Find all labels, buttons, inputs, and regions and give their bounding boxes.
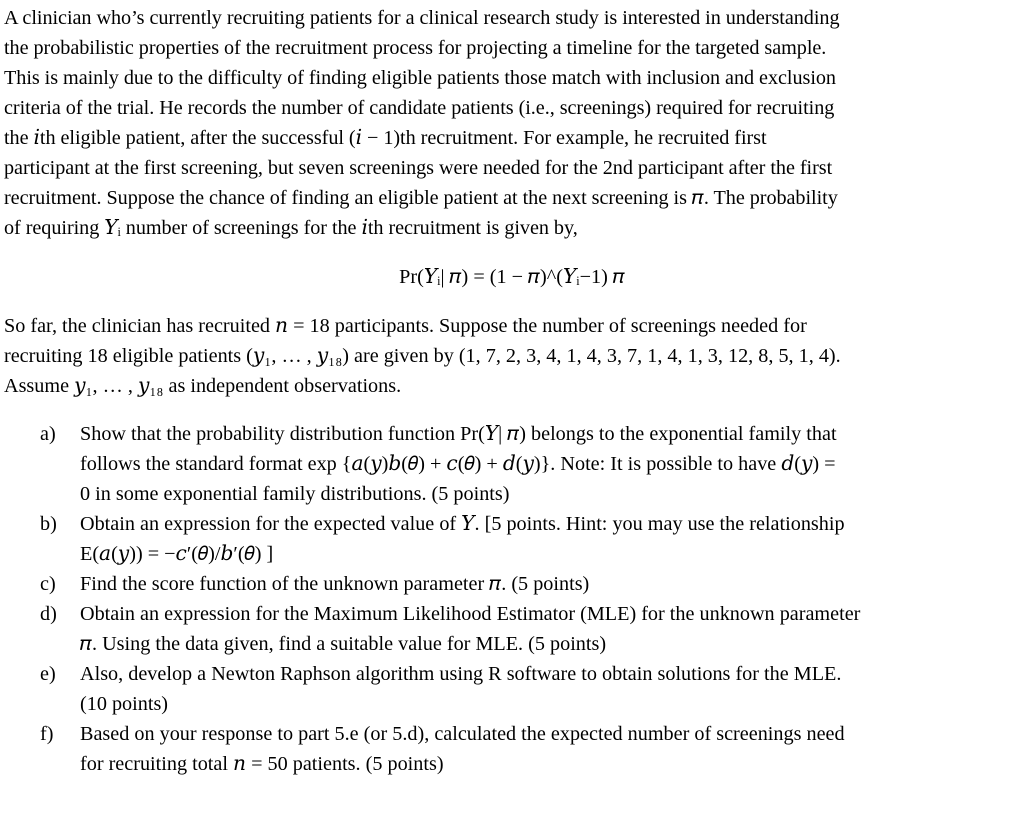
question-item-e (40, 659, 1015, 719)
question-text: Obtain an expression for the Maximum Likelihood Estimator (MLE) for the unknown parameter 𝜋. Using the data given, find a suitable value for MLE. (5 points) (80, 603, 861, 655)
question-label: a) (40, 423, 56, 445)
question-text: Show that the probability distribution function Pr(𝑌| 𝜋) belongs to the exponential family that follows the standard format exp {𝑎(𝑦)𝑏(𝜃) + 𝑐(𝜃) + 𝑑(𝑦)}. Note: It is possible to have 𝑑(𝑦) = 0 in some exponential family distributions. (5 points) (80, 423, 837, 505)
question-label: e) (40, 663, 56, 685)
question-text: Find the score function of the unknown parameter 𝜋. (5 points) (80, 573, 590, 595)
question-item-f (40, 719, 1015, 779)
question-item-a (40, 419, 1015, 509)
question-text: Also, develop a Newton Raphson algorithm using R software to obtain solutions for the MLE. (10 points) (80, 663, 842, 715)
probability-equation: Pr(𝑌ᵢ| 𝜋) = (1 − 𝜋)^(𝑌ᵢ−1) 𝜋 (399, 266, 625, 288)
question-item-b (40, 509, 1015, 569)
question-item-c (40, 569, 1015, 599)
question-label: c) (40, 573, 56, 595)
question-list (40, 419, 1015, 779)
question-label: b) (40, 513, 57, 535)
question-item-d (40, 599, 1015, 659)
question-label: f) (40, 723, 54, 745)
data-paragraph: So far, the clinician has recruited 𝑛 = 18 participants. Suppose the number of screenings needed for recruiting 18 eligible patients (𝑦₁, … , 𝑦₁₈) are given by (1, 7, 2, 3, 4, 1, 4, 3, 7, 1, 4, 1, 3, 12, 8, 5, 1, 4). Assume 𝑦₁, … , 𝑦₁₈ as independent observations. (4, 315, 841, 397)
question-text: Based on your response to part 5.e (or 5.d), calculated the expected number of screenings need for recruiting total 𝑛 = 50 patients. (5 points) (80, 723, 845, 775)
question-label: d) (40, 603, 57, 625)
question-text: Obtain an expression for the expected value of 𝑌. [5 points. Hint: you may use the relationship E(𝑎(𝑦)) = −𝑐′(𝜃)/𝑏′(𝜃) ] (80, 513, 845, 565)
intro-paragraph: A clinician who’s currently recruiting patients for a clinical research study is interested in understanding the probabilistic properties of the recruitment process for projecting a timeline for the targeted sample. This is mainly due to the difficulty of finding eligible patients those match with inclusion and exclusion criteria of the trial. He records the number of candidate patients (i.e., screenings) required for recruiting the 𝑖th eligible patient, after the successful (𝑖 − 1)th recruitment. For example, he recruited first participant at the first screening, but seven screenings were needed for the 2nd participant after the first recruitment. Suppose the chance of finding an eligible patient at the next screening is 𝜋. The probability of requiring 𝑌ᵢ number of screenings for the 𝑖th recruitment is given by, (4, 7, 840, 239)
